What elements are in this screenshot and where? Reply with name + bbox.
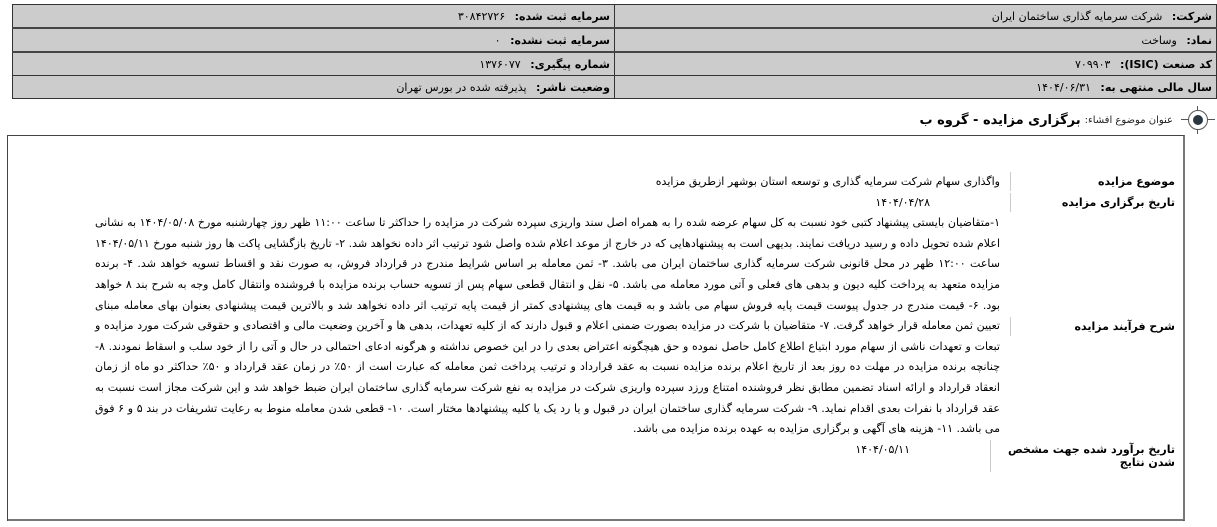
target-icon xyxy=(1179,106,1217,134)
symbol: وساخت xyxy=(1141,33,1177,47)
field-label: شرکت: xyxy=(1171,9,1212,23)
field-label: سرمایه ثبت شده: xyxy=(514,9,610,23)
subject-label: عنوان موضوع افشاء: xyxy=(1084,114,1173,126)
isic-code: ۷۰۹۹۰۳ xyxy=(1075,57,1111,71)
publisher-status: پذیرفته شده در بورس تهران xyxy=(396,80,527,94)
detail-label: شرح فرآیند مزایده xyxy=(1010,317,1177,336)
field-label: وضعیت ناشر: xyxy=(536,80,610,94)
detail-row-subject xyxy=(87,172,1177,193)
registered-capital: ۳۰۸۴۲۷۲۶ xyxy=(457,9,506,23)
subject-value: برگزاری مزایده - گروه ب xyxy=(919,112,1081,128)
fiscal-year-field xyxy=(615,76,1217,99)
detail-value: ۱۴۰۴/۰۵/۱۱ xyxy=(855,442,910,456)
detail-row-results-date xyxy=(87,440,1177,472)
detail-label: تاریخ برگزاری مزایده xyxy=(1010,193,1177,212)
info-row xyxy=(13,76,1217,99)
detail-label: موضوع مزایده xyxy=(1010,172,1177,191)
info-row xyxy=(13,28,1217,52)
detail-value: ۱۴۰۴/۰۴/۲۸ xyxy=(875,195,930,209)
disclosure-subject xyxy=(920,108,1217,132)
info-row xyxy=(13,52,1217,76)
fiscal-year-end: ۱۴۰۴/۰۶/۳۱ xyxy=(1036,80,1091,94)
unregistered-capital: ۰ xyxy=(494,33,501,47)
field-label: سال مالی منتهی به: xyxy=(1100,80,1212,94)
detail-label: تاریخ برآورد شده جهت مشخص شدن نتایج xyxy=(990,440,1177,472)
detail-value: ۱-متقاضیان بایستی پیشنهاد کتبی خود نسبت به کل سهام عرضه شده را به همراه اصل سند واریزی سپرده شرکت در مزایده را حداکثر تا ساعت ۱۱:۰۰ ظهر روز چهارشنبه مورخ ۱۴۰۴/۰۵/۰۸ به نشانی اعلام شده تحویل داده و رسید دریافت نمایند. بدیهی است به پیشنهادهایی که در خارج از موعد اعلام شده واصل شود ترتیب اثر داده نخواهد شد. ۲- تاریخ بازگشایی پاکت ها روز شنبه مورخ ۱۴۰۴/۰۵/۱۱ ساعت ۱۲:۰۰ ظهر در محل قانونی شرکت سرمایه گذاری ساختمان ایران می باشد. ۳- ثمن معامله بر اساس شرایط مندرج در قرارداد فروش، به صورت نقد و اقساط تسویه خواهد شد. ۴- برنده مزایده متعهد به پرداخت کلیه دیون و بدهی های فعلی و آتی مورد معامله می باشد. ۵- نقل و انتقال قطعی سهام پس از تسویه حساب برنده مزایده با فروشنده وانتقال کامل وجه به شرح بند ۸ خواهد بود. ۶- قیمت مندرج در جدول پیوست قیمت پایه فروش سهام می باشد و به قیمت های پیشنهادی کمتر از قیمت پایه ترتیب اثر داده نخواهد شد و بالاترین قیمت پیشنهادی بعنوان بهای معامله مبنای تعیین ثمن معامله قرار خواهد گرفت. ۷- متقاضیان با شرکت در مزایده بصورت ضمنی اعلام و قبول دارند که از کلیه تعهدات، بدهی ها و آخرین وضعیت مالی و اقتصادی و حقوقی شرکت مورد مزایده و تبعات و تعهدات ناشی از سهام مورد ابتیاع اطلاع کامل حاصل نموده و حق هیچگونه اعتراض بعدی را در این خصوص نداشته و هرگونه ادعای احتمالی در حال و آتی را از خود سلب و اسقاط نمودند. ۸- چنانچه برنده مزایده در مهلت ده روز بعد از تاریخ اعلام برنده مزایده نسبت به عقد قرارداد و ترتیب پرداخت ثمن معامله که عبارت است از ۵۰٪ در زمان عقد قرارداد و ۵۰٪ حداکثر دو ماه از زمان انعقاد قرارداد و ارائه اسناد تضمین مطابق نظر فروشنده امتناع ورزد سپرده واریزی شرکت در مزایده به نفع شرکت سرمایه گذاری ساختمان ایران ضبط خواهد شد و این شرکت مجاز است نسبت به عقد قرارداد با نفرات بعدی اقدام نماید. ۹- شرکت سرمایه گذاری ساختمان ایران در قبول و یا رد یک یا کلیه پیشنهادها مختار است. ۱۰- قطعی شدن معامله منوط به رعایت تشریفات در بند ۵ و ۶ فوق می باشد. ۱۱- هزینه های آگهی و برگزاری مزایده به عهده برنده مزایده می باشد. xyxy=(95,216,1000,436)
unregistered-capital-field xyxy=(13,28,615,52)
isic-field xyxy=(615,52,1217,76)
field-label: سرمایه ثبت نشده: xyxy=(510,33,610,47)
company-field xyxy=(615,5,1217,29)
field-label: نماد: xyxy=(1186,33,1212,47)
detail-row-auction-date xyxy=(87,193,1177,214)
field-label: کد صنعت (ISIC): xyxy=(1119,57,1212,71)
symbol-field xyxy=(615,28,1217,52)
registered-capital-field xyxy=(13,5,615,29)
publisher-status-field xyxy=(13,76,615,99)
detail-row-process xyxy=(87,213,1177,440)
company-name: شرکت سرمایه گذاری ساختمان ایران xyxy=(991,9,1163,23)
detail-value: واگذاری سهام شرکت سرمایه گذاری و توسعه استان بوشهر ازطریق مزایده xyxy=(655,175,1000,188)
tracking-number-field xyxy=(13,52,615,76)
tracking-number: ۱۳۷۶۰۷۷ xyxy=(479,57,521,71)
auction-details-panel xyxy=(7,135,1185,521)
company-info-table xyxy=(12,4,1217,99)
field-label: شماره پیگیری: xyxy=(530,57,610,71)
info-row xyxy=(13,5,1217,29)
